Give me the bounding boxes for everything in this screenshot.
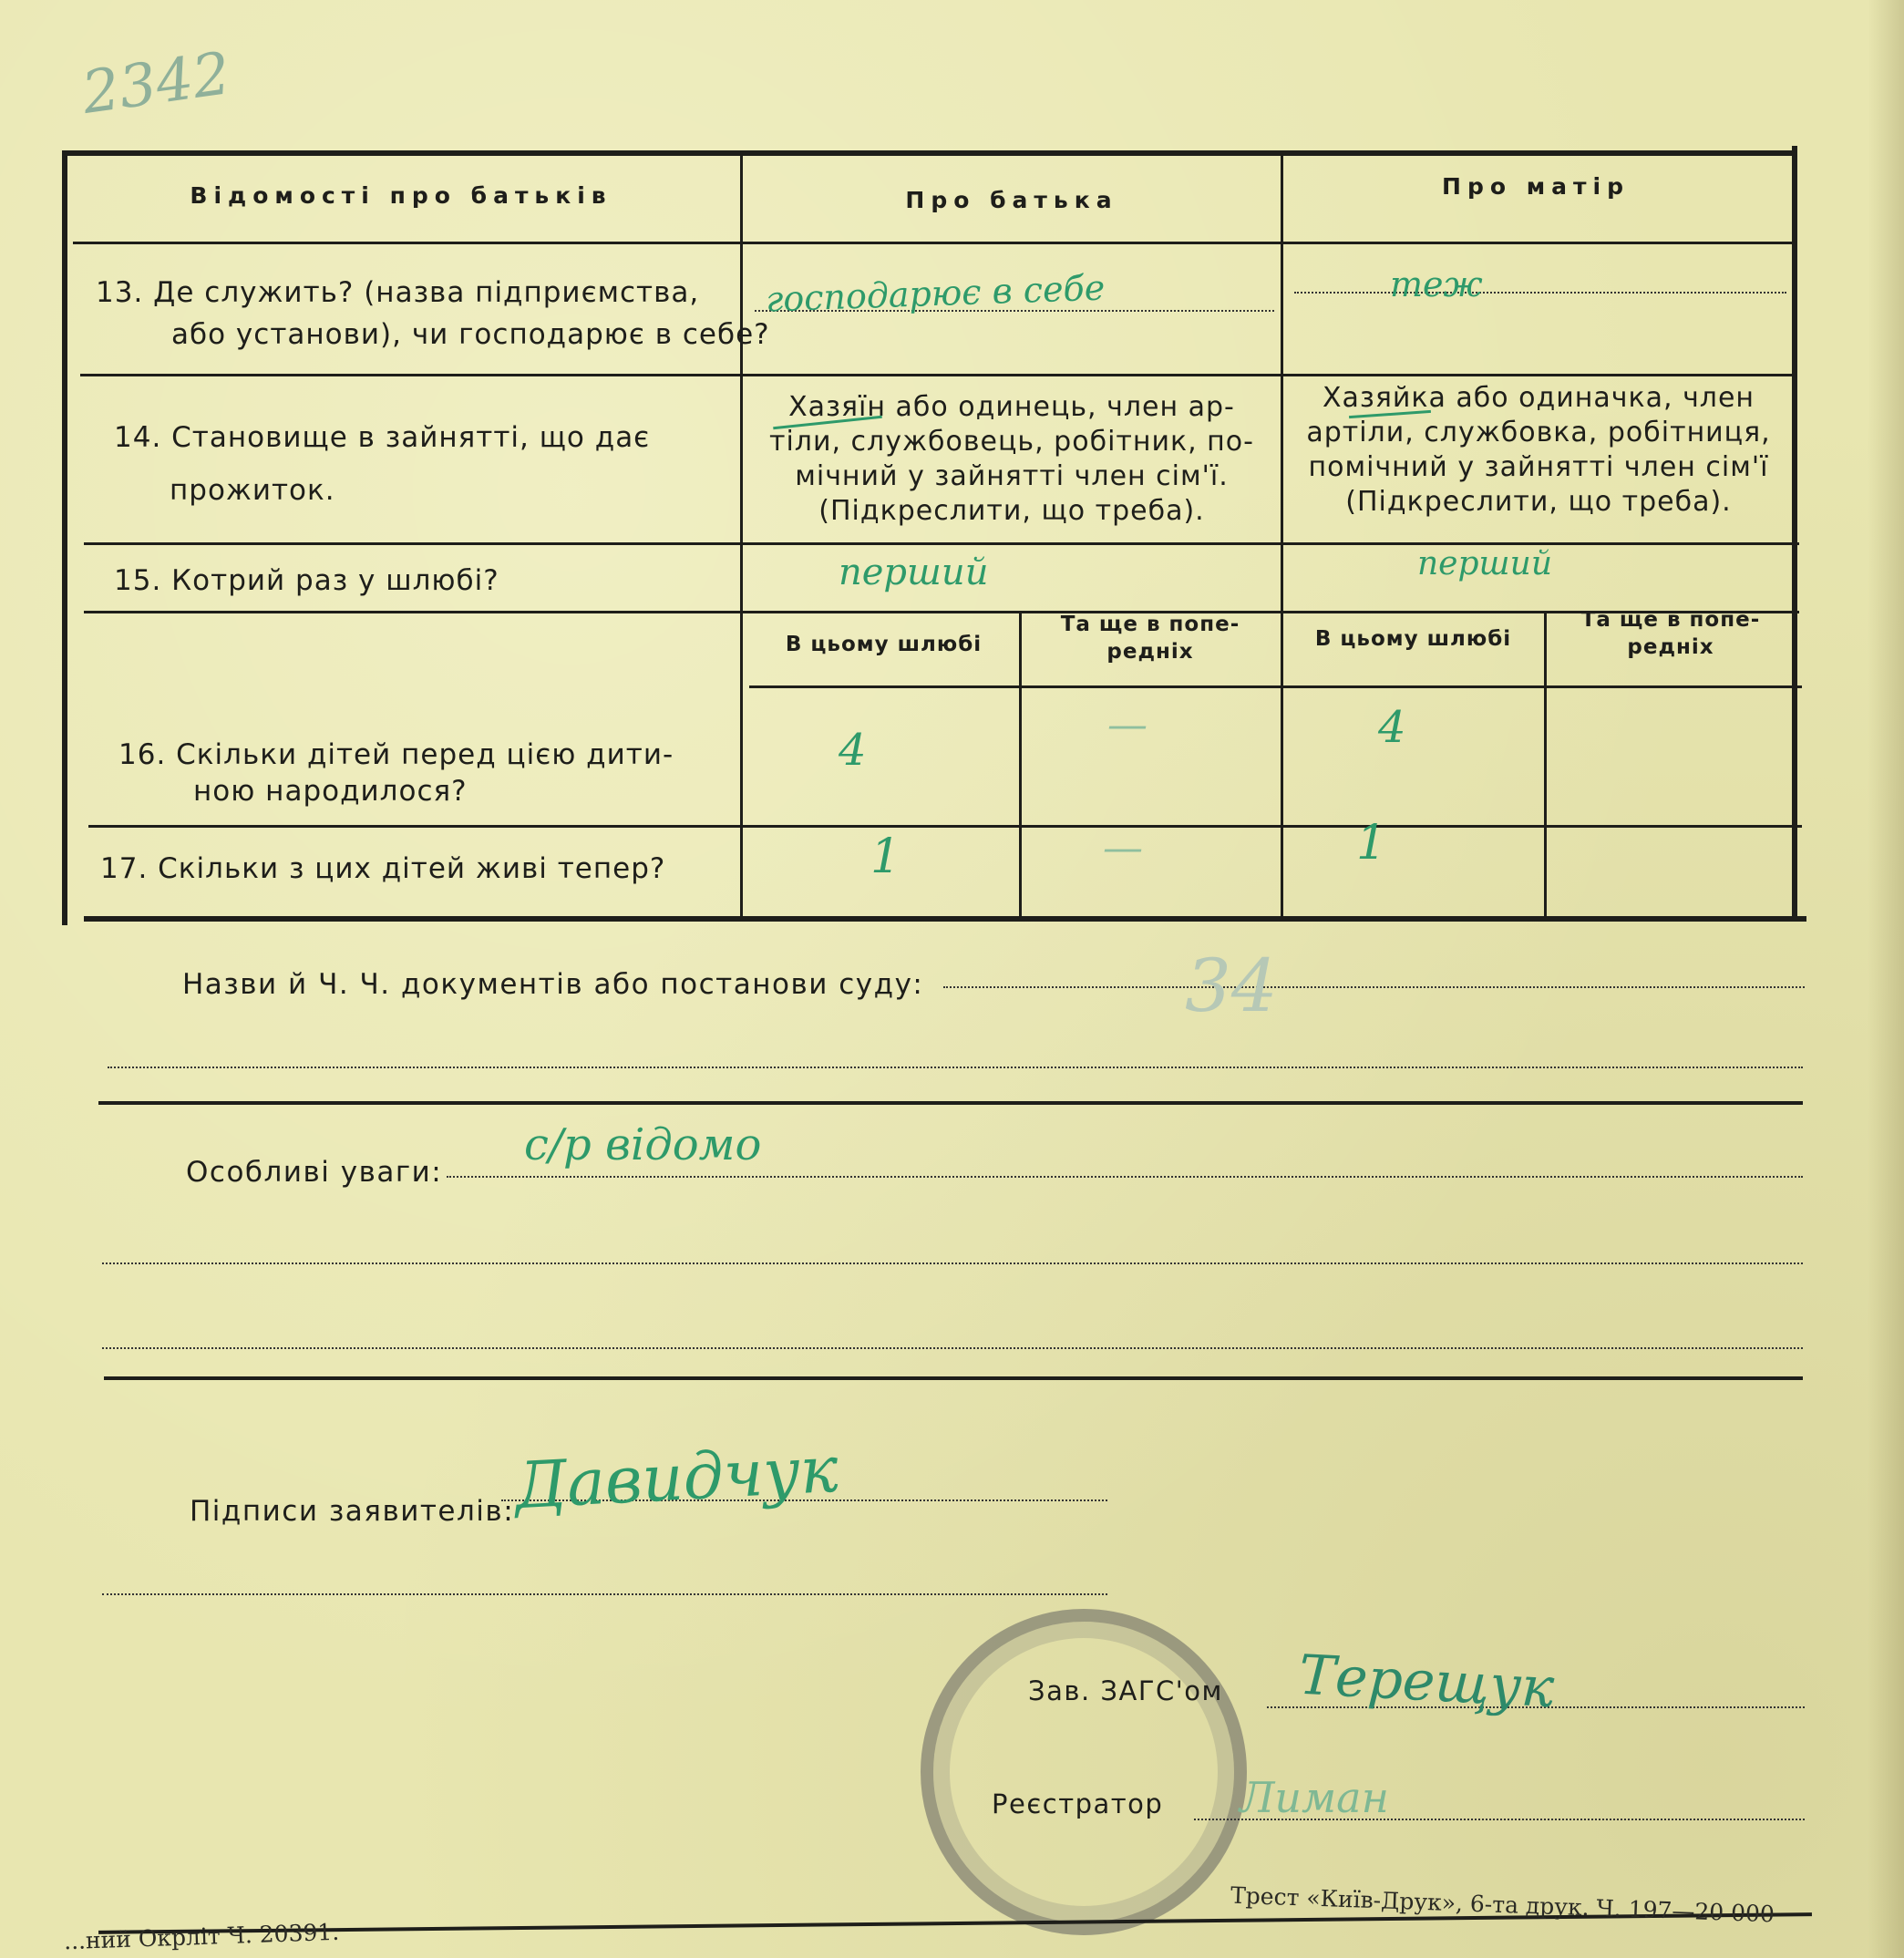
sub-prev-line2: редніх bbox=[1106, 640, 1194, 664]
q14-line2: прожиток. bbox=[170, 474, 335, 507]
footer-right-imprint: Трест «Київ-Друк», 6-та друк. Ч. 197—20 000 bbox=[1230, 1881, 1775, 1928]
q14-mother-options bbox=[1292, 381, 1785, 520]
header-father: Про батька bbox=[905, 187, 1118, 213]
q14-father-opt-line: мічний у зайнятті член сім'ї. bbox=[795, 460, 1229, 492]
q13-line2: або установи), чи господарює в себе? bbox=[171, 318, 770, 351]
q17-father-this-value: 1 bbox=[870, 830, 901, 884]
q13-line1: 13. Де служить? (назва підприємства, bbox=[96, 276, 700, 309]
archive-number: 2342 bbox=[77, 40, 235, 128]
q13-mother-dotline bbox=[1294, 292, 1786, 294]
q16-father-this-marriage: В цьому шлюбі bbox=[785, 633, 983, 656]
header-mother: Про матір bbox=[1442, 173, 1630, 200]
page-edge-shadow bbox=[1868, 0, 1904, 1958]
table-top-border bbox=[62, 150, 1796, 156]
q16-line1: 16. Скільки дітей перед цією дити- bbox=[118, 738, 674, 771]
registrar-label: Реєстратор bbox=[992, 1788, 1164, 1819]
q14-father-opt-line: (Підкреслити, що треба). bbox=[818, 495, 1205, 527]
q17-text: 17. Скільки з цих дітей живі тепер? bbox=[100, 852, 666, 885]
q16-father-prev-value: — bbox=[1107, 702, 1148, 748]
q14-father-options bbox=[756, 390, 1267, 529]
signatures-dotline-2 bbox=[102, 1593, 1107, 1595]
col-divider-1 bbox=[740, 150, 743, 921]
table-right-border bbox=[1792, 146, 1797, 921]
q16-mother-this-marriage: В цьому шлюбі bbox=[1314, 627, 1512, 651]
col-divider-2 bbox=[1281, 150, 1283, 921]
documents-value: 34 bbox=[1185, 943, 1278, 1028]
documents-label: Назви й Ч. Ч. документів або постанови суду: bbox=[182, 968, 924, 1001]
q15-father-answer: перший bbox=[839, 551, 989, 593]
q16-mother-previous bbox=[1548, 606, 1794, 661]
row13-bottom-line bbox=[80, 374, 1796, 376]
zags-head-label: Зав. ЗАГС'ом bbox=[1028, 1675, 1223, 1706]
zags-head-signature: Терещук bbox=[1297, 1643, 1556, 1721]
documents-section-rule bbox=[98, 1101, 1803, 1105]
q16-father-previous bbox=[1023, 611, 1278, 665]
header-bottom-line bbox=[73, 242, 1796, 244]
table-left-border bbox=[62, 150, 67, 925]
q13-mother-answer: теж bbox=[1390, 264, 1483, 304]
notes-dotline-3 bbox=[102, 1347, 1803, 1349]
signatures-label: Підписи заявителів: bbox=[190, 1495, 515, 1528]
table-bottom-border bbox=[84, 916, 1806, 922]
q15-text: 15. Котрий раз у шлюбі? bbox=[114, 564, 499, 597]
subheader-bottom-line bbox=[749, 685, 1802, 688]
q15-mother-answer: перший bbox=[1417, 545, 1553, 582]
notes-label: Особливі уваги: bbox=[186, 1156, 443, 1189]
applicant-signature: Давидчук bbox=[513, 1431, 840, 1524]
registrar-signature: Лиман bbox=[1240, 1773, 1389, 1822]
documents-dotline-1 bbox=[943, 986, 1805, 988]
q14-mother-opt-line: (Підкреслити, що треба). bbox=[1345, 486, 1732, 518]
sub-prev-line1: Та ще в попе- bbox=[1580, 608, 1761, 632]
q14-mother-opt-line: Хазяйка або одиначка, член bbox=[1322, 382, 1755, 414]
sub-prev-line2: редніх bbox=[1627, 635, 1714, 659]
header-parents-info: Відомості про батьків bbox=[190, 182, 612, 209]
official-stamp bbox=[921, 1609, 1247, 1935]
q16-mother-this-value: 4 bbox=[1378, 702, 1406, 753]
q17-mother-this-value: 1 bbox=[1356, 816, 1387, 871]
notes-section-rule bbox=[104, 1376, 1803, 1380]
notes-dotline-1 bbox=[447, 1176, 1803, 1178]
notes-dotline-2 bbox=[102, 1262, 1803, 1264]
q14-father-opt-line: Хазяїн або одинець, член ар- bbox=[788, 391, 1235, 423]
footer-left-imprint: ...ний Окрліт Ч. 20391. bbox=[63, 1918, 340, 1955]
q16-line2: ною народилося? bbox=[193, 775, 468, 808]
sub-prev-line1: Та ще в попе- bbox=[1060, 613, 1240, 636]
notes-value: с/р відомо bbox=[524, 1119, 762, 1170]
q16-father-this-value: 4 bbox=[839, 725, 867, 776]
q17-father-prev-value: — bbox=[1103, 825, 1143, 871]
q13-father-answer: господарює в себе bbox=[765, 267, 1106, 320]
q14-father-opt-line: тіли, службовець, робітник, по- bbox=[769, 426, 1254, 458]
q14-line1: 14. Становище в зайнятті, що дає bbox=[114, 421, 651, 454]
documents-dotline-2 bbox=[108, 1067, 1803, 1068]
q14-mother-opt-line: помічний у зайнятті член сім'ї bbox=[1308, 451, 1769, 483]
father-subcol-divider bbox=[1019, 611, 1022, 919]
mother-subcol-divider bbox=[1544, 611, 1547, 919]
row15-bottom-line bbox=[84, 611, 1799, 613]
q14-mother-opt-line: артіли, службовка, робітниця, bbox=[1306, 417, 1771, 448]
